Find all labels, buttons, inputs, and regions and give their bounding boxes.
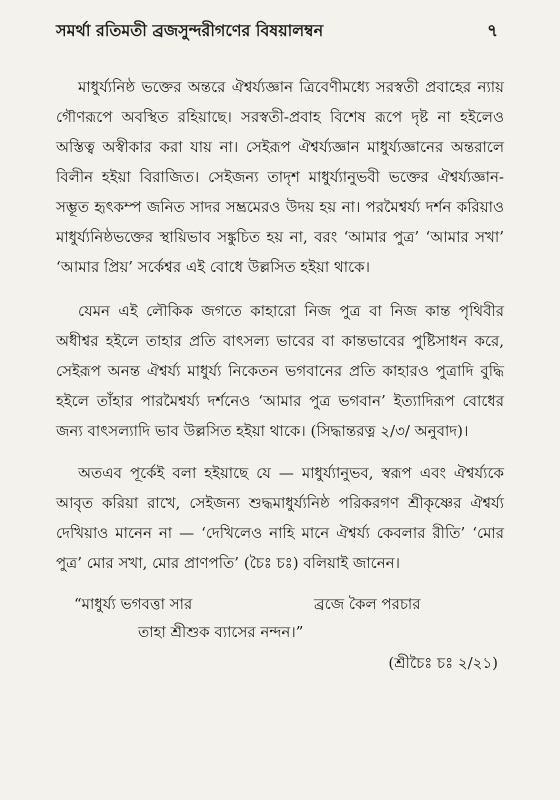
verse-line-1 [56, 590, 504, 618]
verse-line-2: তাহা শ্রীশুক ব্যাসের নন্দন।” [138, 623, 304, 641]
verse-quote [56, 590, 504, 646]
verse-line-1-left: “মাধুর্য্য ভগবত্তা সার [74, 595, 193, 613]
paragraph-3: অতএব পূর্কেই বলা হইয়াছে যে — মাধুর্য্যানুভব, স্বরূপ এবং ঐশ্বর্য্যকে আবৃত করিয়া রাখে, সেইজন্য শুদ্ধমাধুর্য্যনিষ্ঠ পরিকরগণ শ্রীকৃষ্ণের ঐশ্বর্য্য দেখিয়াও মানেন না — ‘দেখিলেও নাহি মানে ঐশ্বর্য্য কেবলার রীতি’ ‘মোর পুত্র’ মোর সখা, মোর প্রাণপতি’ (চৈঃ চঃ) বলিয়াই জানেন। [56, 464, 504, 572]
verse-citation: (শ্রীচৈঃ চঃ ২/২১) [388, 654, 498, 672]
header-title: সমর্থা রতিমতী ব্রজসুন্দরীগণের বিষয়ালম্বন [56, 21, 324, 40]
paragraph-1: মাধুর্য্যনিষ্ঠ ভক্তের অন্তরে ঐশ্বর্য্যজ্ঞান ত্রিবেণীমধ্যে সরস্বতী প্রবাহের ন্যায় গৌণরূপে অবস্থিত রহিয়াছে। সরস্বতী-প্রবাহ বিশেষ রূপে দৃষ্ট না হইলেও অস্তিত্ব অস্বীকার করা যায় না। সেইরূপ ঐশ্বর্য্যজ্ঞান মাধুর্য্যজ্ঞানের অন্তরালে বিলীন হইয়া বিরাজিত। সেইজন্য তাদৃশ মাধুর্য্যানুভবী ভক্তের ঐশ্বর্য্যজ্ঞান-সম্ভূত হৃৎকম্প জনিত সাদর সম্ভ্রমেরও উদয় হয় না। পরমৈশ্বর্য্য দর্শন করিয়াও মাধুর্য্যনিষ্ঠভক্তের স্থায়িভাব সঙ্কুচিত হয় না, বরং ‘আমার পুত্র’ ‘আমার সখা’ ‘আমার প্রিয়’ সর্কেশ্বর এই বোধে উল্লসিত হইয়া থাকে। [56, 78, 504, 276]
running-header [56, 18, 504, 54]
page-number: ৭ [486, 21, 498, 41]
paragraph-2: যেমন এই লৌকিক জগতে কাহারো নিজ পুত্র বা নিজ কান্ত পৃথিবীর অধীশ্বর হইলে তাহার প্রতি বাৎসল্য ভাবের বা কান্তভাবের পুষ্টিসাধন করে, সেইরূপ অনন্ত ঐশ্বর্য্য মাধুর্য্য নিকেতন ভগবানের প্রতি কাহারও পুত্রাদি বুদ্ধি হইলে তাঁহার পারমৈশ্বর্য্য দর্শনেও ‘আমার পুত্র ভগবান’ ইত্যাদিরূপ বোধের জন্য বাৎসল্যাদি ভাব উল্লসিত হইয়া থাকে। (সিদ্ধান্তরত্ন ২/৩/ অনুবাদ)। [56, 302, 504, 440]
verse-line-1-right: ব্রজে কৈল পরচার [314, 595, 421, 613]
